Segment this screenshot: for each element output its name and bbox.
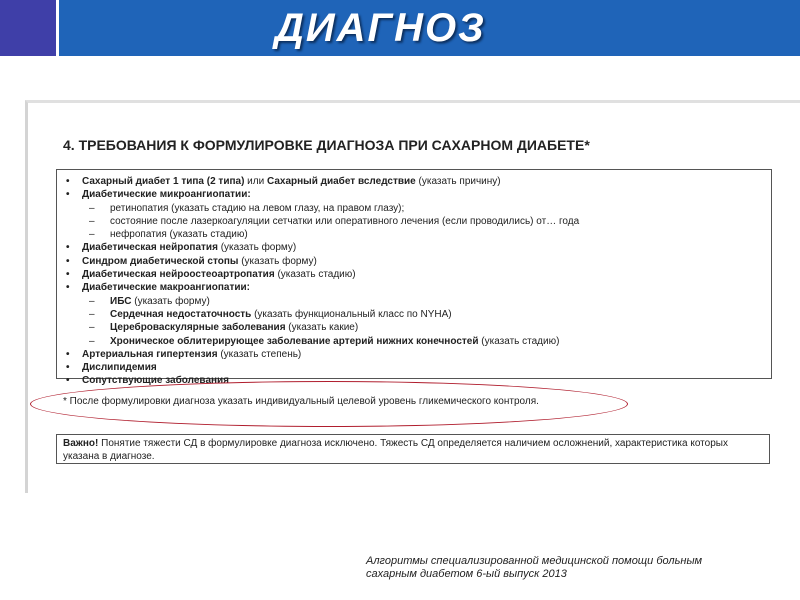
list-item: • Артериальная гипертензия (указать степень): [65, 348, 771, 361]
slide-title: ДИАГНОЗ: [275, 6, 486, 50]
list-subitem: – Сердечная недостаточность (указать функциональный класс по NYHA): [65, 308, 771, 321]
list-subitem: – Хроническое облитерирующее заболевание артерий нижних конечностей (указать стадию): [65, 335, 771, 348]
list-subitem: – ИБС (указать форму): [65, 295, 771, 308]
diagnosis-requirements-box: [56, 169, 772, 387]
list-item: • Сопутствующие заболевания: [65, 374, 771, 387]
list-item: • Диабетические макроангиопатии:: [65, 281, 771, 294]
important-text: Понятие тяжести СД в формулировке диагноза исключено. Тяжесть СД определяется наличием осложнений, характеристика которых указана в диагнозе.: [63, 438, 728, 462]
document-heading: 4. ТРЕБОВАНИЯ К ФОРМУЛИРОВКЕ ДИАГНОЗА ПРИ САХАРНОМ ДИАБЕТЕ*: [63, 137, 590, 153]
list-item: • Синдром диабетической стопы (указать форму): [65, 255, 771, 268]
list-item: • Диабетические микроангиопатии:: [65, 188, 771, 201]
list-item: • Диабетическая нейропатия (указать форму): [65, 241, 771, 254]
list-subitem: – состояние после лазеркоагуляции сетчатки или оперативного лечения (если проводились) от… года: [65, 215, 771, 228]
list-item: • Сахарный диабет 1 типа (2 типа) или Сахарный диабет вследствие (указать причину): [65, 175, 771, 188]
list-item: • Дислипидемия: [65, 361, 771, 374]
glycemic-target-note: * После формулировки диагноза указать индивидуальный целевой уровень гликемического контроля.: [63, 396, 539, 407]
slide-header: [0, 0, 800, 56]
list-item: • Диабетическая нейроостеоартропатия (указать стадию): [65, 268, 771, 281]
citation-line: сахарным диабетом 6-ый выпуск 2013: [366, 568, 567, 580]
requirements-list: [57, 170, 771, 388]
list-subitem: – ретинопатия (указать стадию на левом глазу, на правом глазу);: [65, 202, 771, 215]
source-citation: [366, 555, 746, 581]
important-note-box: [56, 434, 770, 464]
header-accent-block: [0, 0, 56, 56]
citation-line: Алгоритмы специализированной медицинской помощи больным: [366, 555, 703, 567]
list-subitem: – нефропатия (указать стадию): [65, 228, 771, 241]
list-subitem: – Цереброваскулярные заболевания (указать какие): [65, 321, 771, 334]
document-scan: [25, 100, 800, 493]
important-label: Важно!: [63, 438, 99, 449]
